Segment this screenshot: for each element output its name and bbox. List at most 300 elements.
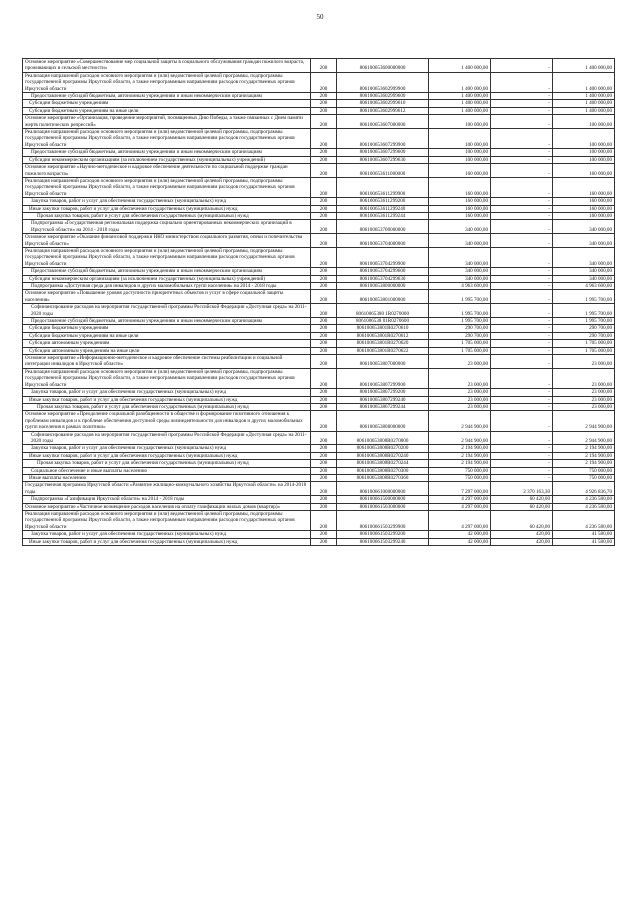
row-total: 4 236 580,00: [553, 511, 615, 531]
row-total: 340 000,00: [553, 268, 615, 275]
table-row: [23, 177, 615, 197]
row-change: -: [491, 332, 553, 339]
row-change: 60 420,00: [491, 496, 553, 503]
row-name: Реализация направлений расходов основного мероприятия и (или) ведомственной целевой программы, подпрограммы государственной программы Иркутской области, а также непрограммным направлениям расходов государственных органов Иркутской области: [23, 177, 311, 197]
row-csr: 806100661503000000: [337, 503, 429, 510]
row-name: Софинансирование расходов на мероприятия государственной программы Российской Федерации «Доступная среда» на 2011-2020 годы: [23, 304, 311, 318]
row-csr: 806100653808R0270360: [337, 474, 429, 481]
row-code: 200: [311, 177, 337, 197]
row-total: 2 194 900,00: [553, 452, 615, 459]
row-code: 200: [311, 93, 337, 100]
row-change: 420,00: [491, 531, 553, 538]
row-change: -: [491, 93, 553, 100]
row-name: Государственная программа Иркутской области «Развитие жилищно-коммунального хозяйства Иркутской области» на 2014-2018 годы: [23, 482, 311, 496]
row-name: Основное мероприятие «Преодоление социальной разобщенности в обществе и формирование позитивного отношения к проблемам инвалидов и к проблеме обеспечения доступной среды жизнедеятельности для инвалидов и других маломобильных групп населения в рамках политики»: [23, 411, 311, 431]
row-total: 1 400 000,00: [553, 59, 615, 73]
table-row: [23, 93, 615, 100]
row-amount: 750 000,00: [429, 467, 491, 474]
row-code: 200: [311, 72, 337, 92]
row-change: -: [491, 234, 553, 248]
row-amount: 100 000,00: [429, 115, 491, 129]
row-name: Иные закупки товаров, работ и услуг для обеспечения государственных (муниципальных) нужд: [23, 452, 311, 459]
table-row: [23, 474, 615, 481]
row-change: -: [491, 247, 553, 267]
table-row: [23, 340, 615, 347]
table-row: [23, 368, 615, 388]
row-code: 200: [311, 129, 337, 149]
row-amount: 100 000,00: [429, 156, 491, 163]
row-change: 60 420,00: [491, 503, 553, 510]
row-total: 160 000,00: [553, 198, 615, 205]
row-csr: 806100653600000000: [337, 59, 429, 73]
row-name: Иные закупки товаров, работ и услуг для обеспечения государственных (муниципальных) нужд: [23, 396, 311, 403]
row-change: -: [491, 467, 553, 474]
row-amount: 290 700,00: [429, 325, 491, 332]
row-change: -: [491, 347, 553, 354]
table-row: [23, 247, 615, 267]
row-amount: 2 944 900,00: [429, 431, 491, 445]
row-csr: 806100653611299240: [337, 205, 429, 212]
row-total: 4 236 580,00: [553, 496, 615, 503]
row-name: Основное мероприятие «Научно-методическое и кадровое обеспечение деятельности по социальной поддержке граждан пожилого возраста»: [23, 164, 311, 178]
row-amount: 1 995 700,00: [429, 318, 491, 325]
table-row: [23, 347, 615, 354]
row-amount: 2 194 900,00: [429, 452, 491, 459]
table-row: [23, 283, 615, 290]
budget-table-body: [23, 59, 615, 546]
row-code: 200: [311, 164, 337, 178]
row-change: -: [491, 403, 553, 410]
row-amount: 340 000,00: [429, 234, 491, 248]
table-row: [23, 511, 615, 531]
row-amount: 23 000,00: [429, 389, 491, 396]
row-code: 200: [311, 355, 337, 369]
row-name: Основное мероприятие «Совершенствование мер социальной защиты в социального обслуживания граждан пожилого возраста, проживающих в сельской местности»: [23, 59, 311, 73]
row-change: -: [491, 431, 553, 445]
row-amount: 1 400 000,00: [429, 100, 491, 107]
row-total: 160 000,00: [553, 164, 615, 178]
row-code: 200: [311, 325, 337, 332]
table-row: [23, 164, 615, 178]
row-total: 2 194 900,00: [553, 460, 615, 467]
table-row: [23, 129, 615, 149]
row-code: 200: [311, 318, 337, 325]
table-row: [23, 304, 615, 318]
row-csr: 806100653801R0270610: [337, 325, 429, 332]
row-amount: 340 000,00: [429, 220, 491, 234]
row-name: Закупка товаров, работ и услуг для обеспечения государственных (муниципальных) нужд: [23, 198, 311, 205]
row-code: 200: [311, 368, 337, 388]
row-amount: 340 000,00: [429, 275, 491, 282]
row-change: -: [491, 220, 553, 234]
row-code: 200: [311, 220, 337, 234]
row-amount: 290 700,00: [429, 332, 491, 339]
row-total: 2 194 900,00: [553, 445, 615, 452]
row-csr: 806100653801R0270620: [337, 340, 429, 347]
row-name: Предоставление субсидий бюджетным, автономным учреждениям и иным некоммерческим организациям: [23, 268, 311, 275]
row-name: Реализация направлений расходов основного мероприятия и (или) ведомственной целевой программы, подпрограммы государственной программы Иркутской области, а также непрограммным направлениям расходов государственных органов Иркутской области: [23, 129, 311, 149]
row-csr: 806100661000000000: [337, 482, 429, 496]
row-name: Основное мероприятие «Повышение уровня доступности приоритетных объектов и услуг в сфере социальной защиты населения»: [23, 290, 311, 304]
row-change: -: [491, 452, 553, 459]
row-total: 1 400 000,00: [553, 107, 615, 114]
row-change: -: [491, 268, 553, 275]
row-name: Закупка товаров, работ и услуг для обеспечения государственных (муниципальных) нужд: [23, 389, 311, 396]
row-amount: 1 995 700,00: [429, 290, 491, 304]
row-amount: 750 000,00: [429, 474, 491, 481]
table-row: [23, 482, 615, 496]
row-csr: 806100653801R0270612: [337, 332, 429, 339]
row-change: -: [491, 355, 553, 369]
table-row: [23, 318, 615, 325]
row-total: 41 580,00: [553, 531, 615, 538]
row-total: 100 000,00: [553, 129, 615, 149]
row-csr: 806100653611000000: [337, 164, 429, 178]
row-name: Субсидии бюджетным учреждениям на иные цели: [23, 107, 311, 114]
row-total: 100 000,00: [553, 149, 615, 156]
row-code: 200: [311, 340, 337, 347]
row-name: Субсидии бюджетным учреждениям: [23, 100, 311, 107]
row-total: 340 000,00: [553, 234, 615, 248]
row-name: Прочая закупка товаров, работ и услуг для обеспечения государственных (муниципальных) нужд: [23, 403, 311, 410]
row-change: -: [491, 283, 553, 290]
row-name: Основное мероприятие «Частичное возмещение расходов населения на оплату газификации жилых домов (квартир)»: [23, 503, 311, 510]
table-row: [23, 325, 615, 332]
row-code: 200: [311, 511, 337, 531]
row-amount: 160 000,00: [429, 164, 491, 178]
table-row: [23, 396, 615, 403]
row-change: -: [491, 72, 553, 92]
row-name: Реализация направлений расходов основного мероприятия и (или) ведомственной целевой программы, подпрограммы государственной программы Иркутской области, а также непрограммным направлениям расходов государственных органов Иркутской области: [23, 368, 311, 388]
row-code: 200: [311, 474, 337, 481]
row-csr: 806100653611299244: [337, 212, 429, 219]
row-change: 420,00: [491, 538, 553, 545]
row-code: 200: [311, 538, 337, 545]
table-row: [23, 460, 615, 467]
row-csr: 80610065380 1R0270000: [337, 304, 429, 318]
row-name: Социальное обеспечение и иные выплаты населению: [23, 467, 311, 474]
table-row: [23, 355, 615, 369]
row-code: 200: [311, 247, 337, 267]
row-code: 200: [311, 290, 337, 304]
row-amount: 4 963 600,00: [429, 283, 491, 290]
row-change: -: [491, 156, 553, 163]
row-code: 200: [311, 107, 337, 114]
row-total: 23 000,00: [553, 368, 615, 388]
row-amount: 23 000,00: [429, 355, 491, 369]
row-total: 750 000,00: [553, 474, 615, 481]
row-code: 200: [311, 445, 337, 452]
row-total: 23 000,00: [553, 355, 615, 369]
row-change: -: [491, 205, 553, 212]
row-change: -: [491, 318, 553, 325]
row-csr: 806100653808000000: [337, 411, 429, 431]
row-change: -: [491, 275, 553, 282]
row-csr: 8061006538 01R0270600: [337, 318, 429, 325]
row-code: 200: [311, 403, 337, 410]
row-csr: 806100653704299600: [337, 268, 429, 275]
row-csr: 806100653801000000: [337, 290, 429, 304]
row-code: 200: [311, 198, 337, 205]
row-change: -: [491, 304, 553, 318]
table-row: [23, 212, 615, 219]
row-total: 23 000,00: [553, 389, 615, 396]
table-row: [23, 503, 615, 510]
table-row: [23, 290, 615, 304]
table-row: [23, 72, 615, 92]
row-amount: 160 000,00: [429, 198, 491, 205]
budget-table: [22, 58, 615, 546]
table-row: [23, 389, 615, 396]
row-total: 1 995 700,00: [553, 290, 615, 304]
row-amount: 23 000,00: [429, 403, 491, 410]
row-amount: 160 000,00: [429, 205, 491, 212]
row-amount: 42 000,00: [429, 531, 491, 538]
row-amount: 23 000,00: [429, 368, 491, 388]
row-change: -: [491, 164, 553, 178]
row-csr: 806100653602999900: [337, 72, 429, 92]
row-amount: 2 194 900,00: [429, 445, 491, 452]
row-total: 340 000,00: [553, 275, 615, 282]
row-amount: 340 000,00: [429, 268, 491, 275]
row-total: 290 700,00: [553, 332, 615, 339]
row-name: Иные закупки товаров, работ и услуг для обеспечения государственных (муниципальных) нужд: [23, 538, 311, 545]
table-row: [23, 156, 615, 163]
row-csr: 806100653808R0270240: [337, 452, 429, 459]
row-csr: 806100653807299200: [337, 389, 429, 396]
row-name: Прочая закупка товаров, работ и услуг для обеспечения государственных (муниципальных) нужд: [23, 212, 311, 219]
row-code: 200: [311, 503, 337, 510]
table-row: [23, 115, 615, 129]
row-csr: 806100653800000000: [337, 283, 429, 290]
row-csr: 806100653704299630: [337, 275, 429, 282]
row-total: 290 700,00: [553, 325, 615, 332]
page-number: 50: [316, 13, 324, 21]
table-row: [23, 531, 615, 538]
row-name: Субсидии автономным учреждениям на иные цели: [23, 347, 311, 354]
row-amount: 160 000,00: [429, 212, 491, 219]
row-change: -: [491, 100, 553, 107]
table-row: [23, 332, 615, 339]
row-name: Прочая закупка товаров, работ и услуг для обеспечения государственных (муниципальных) нужд: [23, 460, 311, 467]
row-total: 340 000,00: [553, 220, 615, 234]
row-total: 41 580,00: [553, 538, 615, 545]
row-name: Основное мероприятие «Информационно-методическое и кадровое обеспечение системы реабилитации и социальной интеграции инвалидов в Иркутской области»: [23, 355, 311, 369]
row-csr: 806100661503299240: [337, 538, 429, 545]
row-change: -: [491, 149, 553, 156]
row-change: -: [491, 129, 553, 149]
row-amount: 160 000,00: [429, 177, 491, 197]
table-row: [23, 445, 615, 452]
row-total: 1 995 700,00: [553, 304, 615, 318]
row-total: 100 000,00: [553, 156, 615, 163]
row-code: 200: [311, 467, 337, 474]
table-row: [23, 268, 615, 275]
row-total: 160 000,00: [553, 205, 615, 212]
row-change: -: [491, 445, 553, 452]
row-name: Субсидии некоммерческим организациям (за исключением государственных (муниципальных) учреждений): [23, 156, 311, 163]
row-total: 1 400 000,00: [553, 93, 615, 100]
row-csr: 806100653801R0270622: [337, 347, 429, 354]
row-name: Реализация направлений расходов основного мероприятия и (или) ведомственной целевой программы, подпрограммы государственной программы Иркутской области, а также непрограммным направлениям расходов государственных органов Иркутской области: [23, 511, 311, 531]
row-name: Подпрограмма «Доступная среда для инвалидов и других маломобильных групп населения» на 2014 - 2018 годы: [23, 283, 311, 290]
row-amount: 1 995 700,00: [429, 304, 491, 318]
row-csr: 806100653808R0270200: [337, 445, 429, 452]
row-change: -: [491, 59, 553, 73]
row-code: 200: [311, 275, 337, 282]
row-amount: 42 000,00: [429, 538, 491, 545]
row-code: 200: [311, 396, 337, 403]
row-csr: 806100653602999600: [337, 93, 429, 100]
table-row: [23, 496, 615, 503]
table-row: [23, 452, 615, 459]
row-change: -: [491, 411, 553, 431]
row-amount: 1 705 000,00: [429, 340, 491, 347]
row-csr: 806100653808R0270300: [337, 467, 429, 474]
table-row: [23, 275, 615, 282]
row-amount: 340 000,00: [429, 247, 491, 267]
row-change: -: [491, 177, 553, 197]
row-name: Иные закупки товаров, работ и услуг для обеспечения государственных (муниципальных) нужд: [23, 205, 311, 212]
table-row: [23, 100, 615, 107]
row-code: 200: [311, 115, 337, 129]
row-code: 200: [311, 283, 337, 290]
row-change: -: [491, 325, 553, 332]
row-csr: 806100653700000000: [337, 220, 429, 234]
row-code: 200: [311, 234, 337, 248]
row-name: Предоставление субсидий бюджетным, автономным учреждениям и иным некоммерческим организациям: [23, 318, 311, 325]
row-csr: 806100653607299630: [337, 156, 429, 163]
row-amount: 1 400 000,00: [429, 59, 491, 73]
row-code: 200: [311, 205, 337, 212]
row-total: 160 000,00: [553, 212, 615, 219]
row-total: 1 705 000,00: [553, 340, 615, 347]
row-csr: 806100653704299900: [337, 247, 429, 267]
row-code: 200: [311, 332, 337, 339]
row-csr: 806100653607299900: [337, 129, 429, 149]
row-code: 200: [311, 304, 337, 318]
row-change: -: [491, 396, 553, 403]
row-amount: 100 000,00: [429, 129, 491, 149]
row-amount: 1 400 000,00: [429, 107, 491, 114]
row-code: 200: [311, 460, 337, 467]
table-row: [23, 234, 615, 248]
row-csr: 806100653611299200: [337, 198, 429, 205]
row-change: -: [491, 107, 553, 114]
table-row: [23, 403, 615, 410]
row-csr: 806100653807299244: [337, 403, 429, 410]
row-total: 750 000,00: [553, 467, 615, 474]
row-amount: 1 400 000,00: [429, 72, 491, 92]
row-name: Основное мероприятие «Организация, проведение мероприятий, посвященных Дню Победы, а также связанных с Днем памяти жертв политических репрессий»: [23, 115, 311, 129]
row-name: Подпрограмма «Газификация Иркутской области» на 2014 - 2018 годы: [23, 496, 311, 503]
row-amount: 4 297 000,00: [429, 511, 491, 531]
row-code: 200: [311, 411, 337, 431]
row-name: Софинансирование расходов на мероприятия государственной программы Российской Федерации «Доступная среда» на 2011-2020 годы: [23, 431, 311, 445]
row-amount: 2 194 900,00: [429, 460, 491, 467]
table-row: [23, 411, 615, 431]
row-csr: 806100653807299900: [337, 368, 429, 388]
row-csr: 806100653808R0270244: [337, 460, 429, 467]
row-csr: 806100653602999610: [337, 100, 429, 107]
row-name: Предоставление субсидий бюджетным, автономным учреждениям и иным некоммерческим организациям: [23, 93, 311, 100]
row-csr: 806100653807299240: [337, 396, 429, 403]
row-total: 4 963 600,00: [553, 283, 615, 290]
row-name: Субсидии бюджетным учреждениям: [23, 325, 311, 332]
row-name: Подпрограмма «Государственная региональная поддержка социально ориентированных некоммерческих организаций в Иркутской области» на 2014 - 2018 годы: [23, 220, 311, 234]
row-name: Основное мероприятие «Оказание финансовой поддержки НКО министерством социального развития, опеки и попечительства Иркутской области»: [23, 234, 311, 248]
row-csr: 806100661500000000: [337, 496, 429, 503]
row-name: Иные выплаты населению: [23, 474, 311, 481]
row-change: -: [491, 212, 553, 219]
row-change: -: [491, 115, 553, 129]
row-amount: 4 297 000,00: [429, 496, 491, 503]
row-change: -: [491, 474, 553, 481]
row-amount: 2 944 900,00: [429, 411, 491, 431]
row-csr: 806100661503299200: [337, 531, 429, 538]
row-change: -: [491, 389, 553, 396]
row-name: Реализация направлений расходов основного мероприятия и (или) ведомственной целевой программы, подпрограммы государственной программы Иркутской области, а также непрограммным направлениям расходов государственных органов Иркутской области: [23, 72, 311, 92]
row-change: -: [491, 198, 553, 205]
row-code: 200: [311, 156, 337, 163]
row-total: 4 926 836,70: [553, 482, 615, 496]
row-total: 23 000,00: [553, 403, 615, 410]
row-total: 2 944 900,00: [553, 431, 615, 445]
row-amount: 1 400 000,00: [429, 93, 491, 100]
row-csr: 806100653704000000: [337, 234, 429, 248]
row-amount: 4 297 000,00: [429, 503, 491, 510]
row-csr: 806100653611299900: [337, 177, 429, 197]
row-code: 200: [311, 268, 337, 275]
row-amount: 7 297 000,00: [429, 482, 491, 496]
row-csr: 806100661503299900: [337, 511, 429, 531]
row-change: -: [491, 368, 553, 388]
row-csr: 806100653808R0270000: [337, 431, 429, 445]
row-name: Закупка товаров, работ и услуг для обеспечения государственных (муниципальных) нужд: [23, 531, 311, 538]
row-name: Закупка товаров, работ и услуг для обеспечения государственных (муниципальных) нужд: [23, 445, 311, 452]
row-name: Субсидии бюджетным учреждениям на иные цели: [23, 332, 311, 339]
row-code: 200: [311, 389, 337, 396]
row-code: 200: [311, 452, 337, 459]
row-amount: 1 705 000,00: [429, 347, 491, 354]
row-total: 160 000,00: [553, 177, 615, 197]
table-row: [23, 59, 615, 73]
row-code: 200: [311, 531, 337, 538]
table-row: [23, 431, 615, 445]
row-amount: 23 000,00: [429, 396, 491, 403]
row-total: 340 000,00: [553, 247, 615, 267]
row-name: Субсидии некоммерческим организациям (за исключением государственных (муниципальных) учреждений): [23, 275, 311, 282]
row-total: 100 000,00: [553, 115, 615, 129]
row-name: Предоставление субсидий бюджетным, автономным учреждениям и иным некоммерческим организациям: [23, 149, 311, 156]
row-name: Субсидии автономным учреждениям: [23, 340, 311, 347]
row-change: -: [491, 340, 553, 347]
row-change: -: [491, 290, 553, 304]
row-code: 200: [311, 100, 337, 107]
table-row: [23, 205, 615, 212]
row-code: 200: [311, 59, 337, 73]
row-total: 4 236 580,00: [553, 503, 615, 510]
table-row: [23, 220, 615, 234]
row-total: 1 400 000,00: [553, 100, 615, 107]
row-total: 1 705 000,00: [553, 347, 615, 354]
row-code: 200: [311, 347, 337, 354]
row-code: 200: [311, 212, 337, 219]
row-change: 60 420,00: [491, 511, 553, 531]
table-row: [23, 198, 615, 205]
row-code: 200: [311, 431, 337, 445]
row-csr: 806100653602999612: [337, 107, 429, 114]
